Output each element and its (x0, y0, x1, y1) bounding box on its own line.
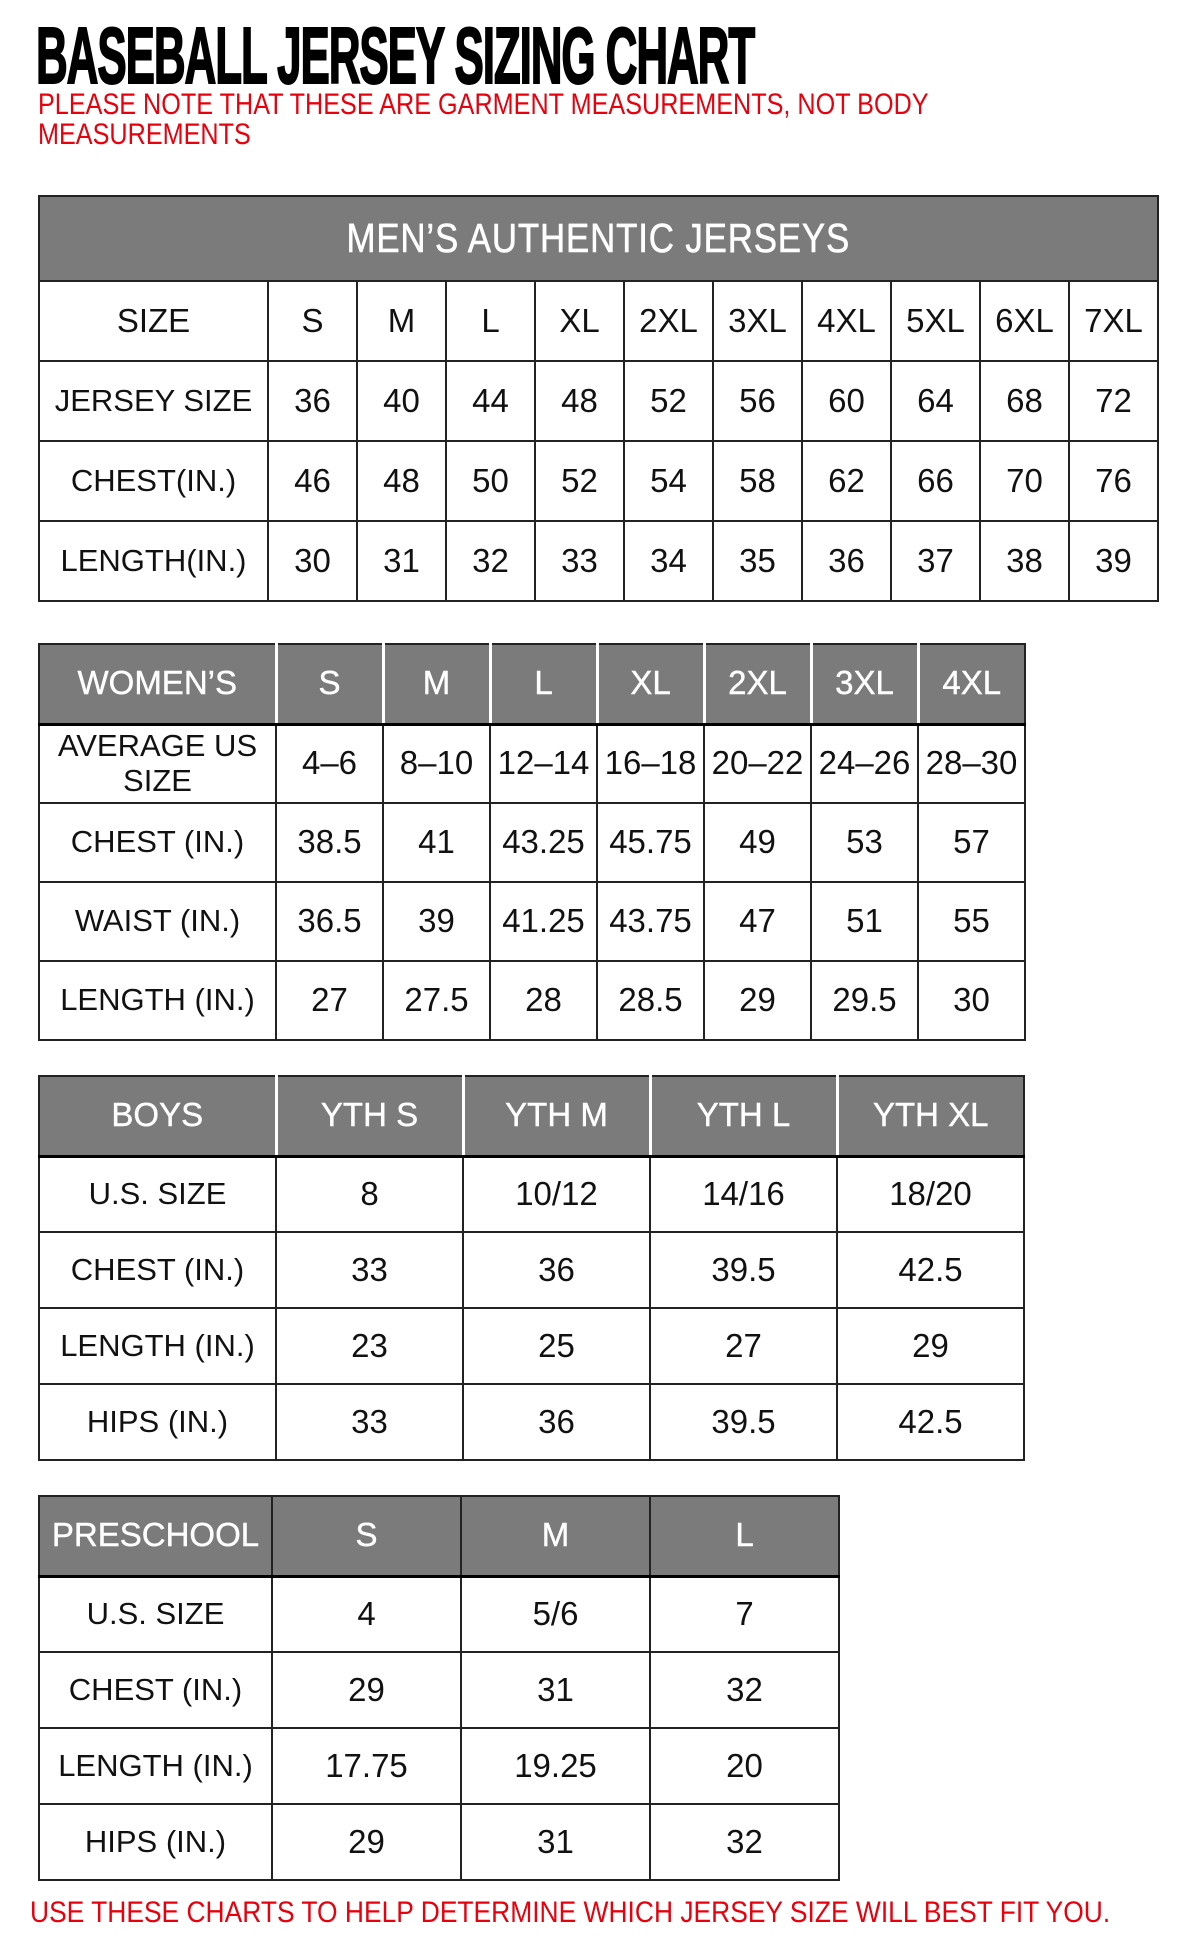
size-header-cell: 3XL (811, 644, 918, 724)
size-header-cell: L (446, 281, 535, 361)
table-row (39, 882, 1025, 961)
measurement-value-cell: 38.5 (276, 803, 383, 882)
measurement-value-cell: 42.5 (837, 1384, 1024, 1460)
measurement-value-cell: 48 (535, 361, 624, 441)
womens-sizing-table (38, 643, 1026, 1041)
measurement-value-cell: 36 (268, 361, 357, 441)
mens-authentic-jerseys-table (38, 195, 1159, 602)
measurement-value-cell: 36.5 (276, 882, 383, 961)
measurement-value-cell: 28–30 (918, 724, 1025, 803)
measurement-value-cell: 39 (1069, 521, 1158, 601)
size-header-cell: S (276, 644, 383, 724)
measurement-value-cell: 46 (268, 441, 357, 521)
measurement-value-cell: 8 (276, 1156, 463, 1232)
row-label-cell: LENGTH (IN.) (39, 1728, 272, 1804)
measurement-value-cell: 42.5 (837, 1232, 1024, 1308)
size-header-cell: XL (597, 644, 704, 724)
measurement-value-cell: 32 (650, 1652, 839, 1728)
measurement-value-cell: 52 (535, 441, 624, 521)
measurement-value-cell: 39 (383, 882, 490, 961)
table-row (39, 1652, 839, 1728)
measurement-value-cell: 14/16 (650, 1156, 837, 1232)
measurement-value-cell: 33 (276, 1384, 463, 1460)
measurement-value-cell: 5/6 (461, 1576, 650, 1652)
measurement-value-cell: 39.5 (650, 1384, 837, 1460)
row-label-cell: CHEST (IN.) (39, 1652, 272, 1728)
measurement-value-cell: 27 (276, 961, 383, 1040)
row-label-cell: HIPS (IN.) (39, 1804, 272, 1880)
table-category-cell: PRESCHOOL (39, 1496, 272, 1576)
table-category-cell: WOMEN’S (39, 644, 276, 724)
row-label-cell: LENGTH (IN.) (39, 961, 276, 1040)
measurement-value-cell: 16–18 (597, 724, 704, 803)
row-label-cell: CHEST (IN.) (39, 803, 276, 882)
measurement-value-cell: 56 (713, 361, 802, 441)
size-header-cell: S (268, 281, 357, 361)
size-header-cell: YTH S (276, 1076, 463, 1156)
measurement-value-cell: 40 (357, 361, 446, 441)
measurement-value-cell: 29 (837, 1308, 1024, 1384)
measurement-value-cell: 45.75 (597, 803, 704, 882)
womens-table-grid (38, 643, 1026, 1041)
row-label-cell: CHEST (IN.) (39, 1232, 276, 1308)
measurement-value-cell: 8–10 (383, 724, 490, 803)
size-header-cell: M (383, 644, 490, 724)
row-label-cell: LENGTH (IN.) (39, 1308, 276, 1384)
measurement-value-cell: 55 (918, 882, 1025, 961)
table-category-cell: BOYS (39, 1076, 276, 1156)
measurement-value-cell: 4 (272, 1576, 461, 1652)
measurement-value-cell: 31 (461, 1652, 650, 1728)
measurement-value-cell: 41.25 (490, 882, 597, 961)
size-header-cell: 6XL (980, 281, 1069, 361)
measurement-value-cell: 44 (446, 361, 535, 441)
table-row (39, 1156, 1024, 1232)
row-label-cell: U.S. SIZE (39, 1576, 272, 1652)
measurement-value-cell: 31 (461, 1804, 650, 1880)
measurement-value-cell: 24–26 (811, 724, 918, 803)
measurement-value-cell: 36 (463, 1384, 650, 1460)
measurement-value-cell: 25 (463, 1308, 650, 1384)
measurement-value-cell: 37 (891, 521, 980, 601)
measurement-value-cell: 60 (802, 361, 891, 441)
measurement-value-cell: 34 (624, 521, 713, 601)
measurement-value-cell: 41 (383, 803, 490, 882)
size-header-cell: 5XL (891, 281, 980, 361)
boys-sizing-table (38, 1075, 1025, 1461)
row-label-cell: HIPS (IN.) (39, 1384, 276, 1460)
measurement-value-cell: 48 (357, 441, 446, 521)
table-title-cell (39, 196, 1158, 281)
measurement-value-cell: 29 (272, 1804, 461, 1880)
measurement-value-cell: 7 (650, 1576, 839, 1652)
table-category-cell: SIZE (39, 281, 268, 361)
size-header-cell: 7XL (1069, 281, 1158, 361)
boys-table-grid (38, 1075, 1025, 1461)
measurement-value-cell: 49 (704, 803, 811, 882)
measurement-value-cell: 66 (891, 441, 980, 521)
size-header-cell: 2XL (704, 644, 811, 724)
size-header-cell: YTH M (463, 1076, 650, 1156)
table-row (39, 961, 1025, 1040)
row-label-cell: JERSEY SIZE (39, 361, 268, 441)
measurement-value-cell: 30 (918, 961, 1025, 1040)
measurement-value-cell: 27.5 (383, 961, 490, 1040)
size-header-cell: L (650, 1496, 839, 1576)
measurement-value-cell: 38 (980, 521, 1069, 601)
size-header-cell: 4XL (802, 281, 891, 361)
size-header-cell: YTH XL (837, 1076, 1024, 1156)
measurement-value-cell: 36 (463, 1232, 650, 1308)
table-row (39, 521, 1158, 601)
measurement-value-cell: 20–22 (704, 724, 811, 803)
measurement-value-cell: 31 (357, 521, 446, 601)
size-header-cell: 3XL (713, 281, 802, 361)
measurement-value-cell: 23 (276, 1308, 463, 1384)
measurement-value-cell: 47 (704, 882, 811, 961)
measurement-value-cell: 12–14 (490, 724, 597, 803)
row-label-cell: U.S. SIZE (39, 1156, 276, 1232)
measurement-value-cell: 29 (272, 1652, 461, 1728)
measurement-value-cell: 64 (891, 361, 980, 441)
measurement-value-cell: 19.25 (461, 1728, 650, 1804)
preschool-sizing-table (38, 1495, 840, 1881)
fit-advice-footer: USE THESE CHARTS TO HELP DETERMINE WHICH JERSEY SIZE WILL BEST FIT YOU. (30, 1896, 1111, 1929)
measurement-value-cell: 72 (1069, 361, 1158, 441)
measurement-value-cell: 39.5 (650, 1232, 837, 1308)
measurement-value-cell: 28.5 (597, 961, 704, 1040)
row-label-cell: WAIST (IN.) (39, 882, 276, 961)
page-title: BASEBALL JERSEY SIZING CHART (36, 11, 755, 100)
mens-table-grid (38, 195, 1159, 602)
table-row (39, 441, 1158, 521)
size-header-cell: YTH L (650, 1076, 837, 1156)
note-line-2: MEASUREMENTS (38, 118, 251, 151)
measurement-value-cell: 32 (650, 1804, 839, 1880)
row-label-cell: CHEST(IN.) (39, 441, 268, 521)
measurement-value-cell: 27 (650, 1308, 837, 1384)
measurement-value-cell: 76 (1069, 441, 1158, 521)
size-header-cell: L (490, 644, 597, 724)
row-label-cell: AVERAGE US SIZE (39, 724, 276, 803)
table-row (39, 803, 1025, 882)
preschool-table-grid (38, 1495, 840, 1881)
measurement-value-cell: 57 (918, 803, 1025, 882)
measurement-value-cell: 29.5 (811, 961, 918, 1040)
measurement-value-cell: 43.75 (597, 882, 704, 961)
size-header-cell: 2XL (624, 281, 713, 361)
row-label-cell: LENGTH(IN.) (39, 521, 268, 601)
measurement-value-cell: 30 (268, 521, 357, 601)
measurement-value-cell: 53 (811, 803, 918, 882)
table-row (39, 724, 1025, 803)
measurement-value-cell: 52 (624, 361, 713, 441)
size-header-cell: XL (535, 281, 624, 361)
measurement-value-cell: 10/12 (463, 1156, 650, 1232)
table-row (39, 1576, 839, 1652)
measurement-value-cell: 18/20 (837, 1156, 1024, 1232)
measurement-value-cell: 43.25 (490, 803, 597, 882)
table-row (39, 361, 1158, 441)
table-row (39, 1232, 1024, 1308)
measurement-value-cell: 17.75 (272, 1728, 461, 1804)
size-header-cell: 4XL (918, 644, 1025, 724)
measurement-value-cell: 33 (535, 521, 624, 601)
size-header-cell: M (461, 1496, 650, 1576)
measurement-value-cell: 70 (980, 441, 1069, 521)
size-header-cell: S (272, 1496, 461, 1576)
measurement-value-cell: 54 (624, 441, 713, 521)
table-row (39, 1804, 839, 1880)
size-header-cell: M (357, 281, 446, 361)
measurement-value-cell: 20 (650, 1728, 839, 1804)
measurement-value-cell: 68 (980, 361, 1069, 441)
measurement-value-cell: 33 (276, 1232, 463, 1308)
measurement-value-cell: 4–6 (276, 724, 383, 803)
measurement-value-cell: 58 (713, 441, 802, 521)
measurement-value-cell: 28 (490, 961, 597, 1040)
measurement-value-cell: 36 (802, 521, 891, 601)
measurement-value-cell: 35 (713, 521, 802, 601)
table-row (39, 1728, 839, 1804)
note-line-1: PLEASE NOTE THAT THESE ARE GARMENT MEASUREMENTS, NOT BODY (38, 88, 929, 121)
measurement-value-cell: 32 (446, 521, 535, 601)
measurement-value-cell: 62 (802, 441, 891, 521)
measurement-value-cell: 51 (811, 882, 918, 961)
table-title: MEN’S AUTHENTIC JERSEYS (346, 214, 851, 261)
table-row (39, 1384, 1024, 1460)
garment-measurements-note (38, 90, 929, 150)
measurement-value-cell: 29 (704, 961, 811, 1040)
table-row (39, 1308, 1024, 1384)
measurement-value-cell: 50 (446, 441, 535, 521)
